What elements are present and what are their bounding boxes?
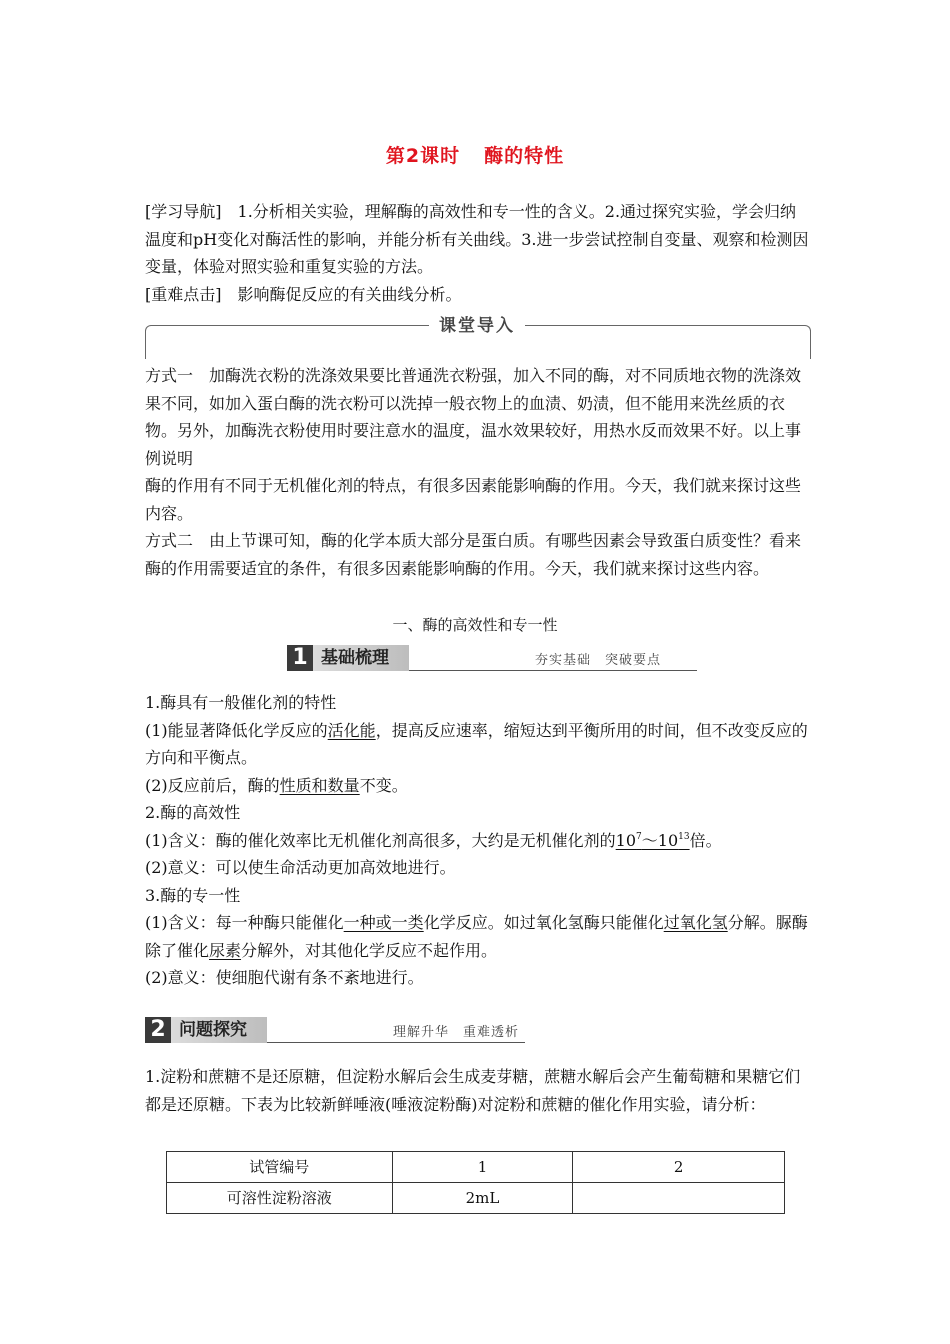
intro-way1 [145,362,810,472]
answer-blank: 过氧化氢 [663,913,728,932]
banner-basics [287,645,697,671]
exponent: 7 [636,831,642,842]
key-points [145,281,810,309]
table-cell: 试管编号 [167,1152,393,1183]
guide-text: 1.分析相关实验，理解酶的高效性和专一性的含义。2.通过探究实验，学会归纳温度和pH变化对酶活性的影响，并能分析有关曲线。3.进一步尝试控制自变量、观察和检测因变量，体验对照实验和重复实验的方法。 [145,202,809,276]
table-cell: 1 [392,1152,573,1183]
basics-item: (2)意义：可以使生命活动更加高效地进行。 [145,858,456,877]
way1-text: 加酶洗衣粉的洗涤效果要比普通洗衣粉强，加入不同的酶，对不同质地衣物的洗涤效果不同，如加入蛋白酶的洗衣粉可以洗掉一般衣物上的血渍、奶渍，但不能用来洗丝质的衣物。另外，加酶洗衣粉使用时要注意水的温度，温水效果较好，用热水反而效果不好。以上事例说明 [145,366,802,468]
way1-label: 方式一 [145,366,194,385]
intro-way2 [145,527,810,582]
banner-label: 基础梳理 [313,645,409,671]
guide-paragraph [145,198,810,281]
text-run: (2)反应前后，酶的 [145,775,280,795]
answer-blank: 活化能 [327,720,376,740]
text-run: (1)含义：每一种酶只能催化 [145,913,344,932]
answer-blank: 尿素 [209,940,242,960]
text-run: (1)含义：酶的催化效率比无机催化剂高很多，大约是无机催化剂的 [145,830,616,850]
banner-number: 1 [287,645,313,671]
key-label: [重难点击] [145,284,222,304]
basics-item: (2)意义：使细胞代谢有条不紊地进行。 [145,968,424,987]
banner-inquiry [145,1017,525,1043]
basics-heading-1: 1.酶具有一般催化剂的特性 [145,693,337,712]
way2-text: 由上节课可知，酶的化学本质大部分是蛋白质。有哪些因素会导致蛋白质变性？看来酶的作用需要适宜的条件，有很多因素能影响酶的作用。今天，我们就来探讨这些内容。 [145,531,802,578]
text-run: ，提高反应速率，缩短达到平衡所用的时间，但不改变反应的方向和平衡点。 [145,720,808,767]
basics-heading-3: 3.酶的专一性 [145,885,241,905]
basics-item [145,827,810,855]
basics-content [145,689,810,992]
banner-number: 2 [145,1017,171,1043]
guide-label: [学习导航] [145,202,222,221]
table-cell [573,1183,785,1214]
basics-item [145,772,810,800]
intro-heading: 课堂导入 [429,313,525,341]
answer-blank: 性质和数量 [279,775,360,795]
section-heading: 一、酶的高效性和专一性 [392,616,558,634]
basics-item [145,717,810,772]
text-run: 倍。 [689,830,722,850]
banner-slogan: 理解升华 重难透析 [393,1025,520,1040]
experiment-table [166,1151,785,1214]
text-run: 10 [615,830,637,850]
text-run: 分解外，对其他化学反应不起作用。 [241,940,498,960]
table-cell: 2mL [392,1183,573,1214]
way2-label: 方式二 [145,531,194,550]
inquiry-question-1: 1.淀粉和蔗糖不是还原糖，但淀粉水解后会生成麦芽糖，蔗糖水解后会产生葡萄糖和果糖它们都是还原糖。下表为比较新鲜唾液(唾液淀粉酶)对淀粉和蔗糖的催化作用实验，请分析： [145,1067,801,1114]
lesson-number: 第2课时 [385,145,461,167]
basics-item [145,909,810,964]
table-cell: 可溶性淀粉溶液 [167,1183,393,1214]
text-run: (1)能显著降低化学反应的 [145,720,328,740]
key-text: 影响酶促反应的有关曲线分析。 [237,284,462,304]
study-guide [145,198,810,308]
banner-slogan: 夯实基础 突破要点 [535,653,662,668]
text-run: ～10 [641,830,679,850]
basics-heading-2: 2.酶的高效性 [145,803,241,822]
answer-blank: 一种或一类 [343,913,424,932]
page-title [0,143,950,171]
table-cell: 2 [573,1152,785,1183]
intro-way1-continued: 酶的作用有不同于无机催化剂的特点，有很多因素能影响酶的作用。今天，我们就来探讨这些内容。 [145,476,802,523]
text-run: 不变。 [359,775,408,795]
text-run: 化学反应。如过氧化氢酶只能催化 [423,913,664,932]
table-row [167,1152,785,1183]
answer-blank [616,831,690,850]
inquiry-content [145,1063,810,1118]
intro-content [145,362,810,582]
table-row [167,1183,785,1214]
banner-label: 问题探究 [171,1017,267,1043]
exponent: 13 [678,831,690,842]
text-run: 分解。脲酶除了催化 [145,913,808,960]
lesson-topic: 酶的特性 [484,145,565,167]
